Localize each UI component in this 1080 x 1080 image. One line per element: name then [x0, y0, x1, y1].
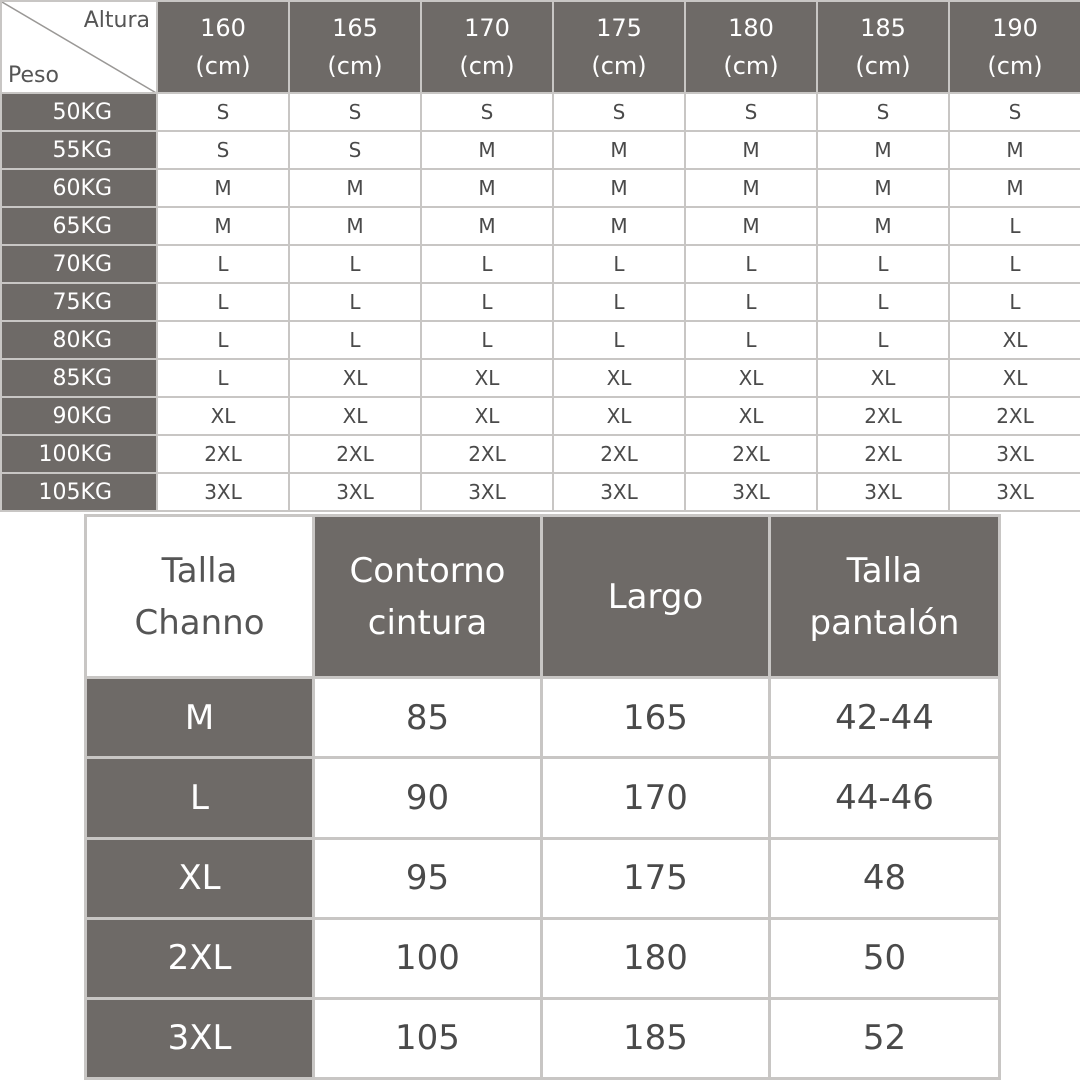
size-label: XL [86, 838, 314, 918]
pant-size-value: 42-44 [770, 678, 1000, 758]
size-cell: M [817, 207, 949, 245]
height-unit: (cm) [591, 52, 647, 80]
header-line: Talla [161, 550, 238, 591]
table-row [1, 169, 1080, 207]
size-cell: S [157, 93, 289, 131]
header-line: Largo [607, 576, 704, 617]
table-row [1, 207, 1080, 245]
waist-value: 105 [314, 998, 542, 1078]
height-header [817, 1, 949, 93]
size-cell: L [817, 321, 949, 359]
height-value: 175 [596, 14, 642, 42]
table-row [1, 93, 1080, 131]
table-row [1, 435, 1080, 473]
size-label: 3XL [86, 998, 314, 1078]
size-cell: M [817, 169, 949, 207]
height-header [421, 1, 553, 93]
weight-header: 100KG [1, 435, 157, 473]
size-cell: M [289, 207, 421, 245]
height-header [685, 1, 817, 93]
size-cell: L [949, 207, 1080, 245]
height-unit: (cm) [987, 52, 1043, 80]
size-cell: L [817, 245, 949, 283]
waist-value: 90 [314, 758, 542, 838]
weight-header: 50KG [1, 93, 157, 131]
waist-value: 85 [314, 678, 542, 758]
length-value: 170 [542, 758, 770, 838]
size-cell: L [157, 245, 289, 283]
size-label: 2XL [86, 918, 314, 998]
size-cell: L [949, 245, 1080, 283]
size-cell: XL [949, 359, 1080, 397]
length-value: 185 [542, 998, 770, 1078]
size-cell: M [685, 207, 817, 245]
table-row [1, 397, 1080, 435]
size-cell: L [553, 245, 685, 283]
height-unit: (cm) [855, 52, 911, 80]
size-cell: 2XL [553, 435, 685, 473]
size-label: M [86, 678, 314, 758]
height-unit: (cm) [327, 52, 383, 80]
size-cell: M [817, 131, 949, 169]
height-value: 190 [992, 14, 1038, 42]
size-cell: L [421, 245, 553, 283]
size-cell: L [949, 283, 1080, 321]
pant-size-value: 44-46 [770, 758, 1000, 838]
size-cell: XL [289, 359, 421, 397]
size-cell: L [553, 321, 685, 359]
height-value: 165 [332, 14, 378, 42]
header-line: Contorno [349, 550, 506, 591]
size-cell: M [553, 169, 685, 207]
height-header [553, 1, 685, 93]
size-cell: M [553, 131, 685, 169]
size-cell: M [289, 169, 421, 207]
measurements-header-row [86, 516, 1000, 678]
size-cell: XL [685, 359, 817, 397]
size-cell: L [289, 321, 421, 359]
table-row [86, 998, 1000, 1078]
measurements-table [84, 514, 1001, 1080]
size-cell: L [289, 283, 421, 321]
size-column-header [86, 516, 314, 678]
size-cell: 2XL [685, 435, 817, 473]
size-cell: XL [289, 397, 421, 435]
size-cell: L [289, 245, 421, 283]
size-cell: 3XL [553, 473, 685, 511]
size-cell: L [157, 321, 289, 359]
size-cell: XL [421, 359, 553, 397]
size-cell: S [553, 93, 685, 131]
height-header-row [1, 1, 1080, 93]
size-cell: 3XL [817, 473, 949, 511]
weight-header: 105KG [1, 473, 157, 511]
size-cell: 3XL [685, 473, 817, 511]
size-cell: M [157, 207, 289, 245]
height-axis-label: Altura [83, 8, 150, 33]
size-cell: 2XL [817, 397, 949, 435]
weight-header: 80KG [1, 321, 157, 359]
size-matrix-table [0, 0, 1080, 512]
height-value: 160 [200, 14, 246, 42]
size-cell: L [685, 283, 817, 321]
table-row [1, 321, 1080, 359]
length-value: 180 [542, 918, 770, 998]
size-label: L [86, 758, 314, 838]
size-cell: 3XL [421, 473, 553, 511]
header-line: cintura [367, 602, 488, 643]
size-cell: M [157, 169, 289, 207]
size-cell: M [421, 207, 553, 245]
weight-header: 90KG [1, 397, 157, 435]
table-row [86, 838, 1000, 918]
size-cell: 3XL [949, 473, 1080, 511]
table-row [1, 359, 1080, 397]
size-cell: XL [157, 397, 289, 435]
header-line: Talla [846, 550, 923, 591]
size-cell: M [685, 131, 817, 169]
size-cell: L [817, 283, 949, 321]
length-value: 175 [542, 838, 770, 918]
size-cell: M [553, 207, 685, 245]
size-cell: L [421, 321, 553, 359]
height-header [289, 1, 421, 93]
height-header [949, 1, 1080, 93]
size-cell: 3XL [949, 435, 1080, 473]
height-unit: (cm) [723, 52, 779, 80]
weight-header: 55KG [1, 131, 157, 169]
waist-value: 100 [314, 918, 542, 998]
weight-header: 65KG [1, 207, 157, 245]
height-unit: (cm) [195, 52, 251, 80]
size-cell: L [157, 283, 289, 321]
length-value: 165 [542, 678, 770, 758]
height-value: 185 [860, 14, 906, 42]
length-column-header [542, 516, 770, 678]
size-cell: M [949, 131, 1080, 169]
height-value: 170 [464, 14, 510, 42]
table-row [86, 918, 1000, 998]
size-cell: L [421, 283, 553, 321]
weight-axis-label: Peso [8, 63, 59, 88]
table-row [86, 758, 1000, 838]
size-cell: M [685, 169, 817, 207]
size-cell: XL [553, 359, 685, 397]
height-unit: (cm) [459, 52, 515, 80]
size-cell: 3XL [157, 473, 289, 511]
pant-size-value: 52 [770, 998, 1000, 1078]
size-cell: 2XL [949, 397, 1080, 435]
size-cell: XL [949, 321, 1080, 359]
size-cell: XL [421, 397, 553, 435]
pant-size-value: 48 [770, 838, 1000, 918]
table-row [1, 131, 1080, 169]
size-cell: XL [685, 397, 817, 435]
pant-size-column-header [770, 516, 1000, 678]
size-cell: 2XL [421, 435, 553, 473]
waist-column-header [314, 516, 542, 678]
size-cell: 2XL [289, 435, 421, 473]
table-row [86, 678, 1000, 758]
size-cell: S [421, 93, 553, 131]
table-row [1, 245, 1080, 283]
table-row [1, 283, 1080, 321]
size-cell: S [817, 93, 949, 131]
size-cell: M [949, 169, 1080, 207]
size-cell: S [289, 131, 421, 169]
size-cell: M [421, 169, 553, 207]
weight-header: 85KG [1, 359, 157, 397]
table-row [1, 473, 1080, 511]
size-cell: S [685, 93, 817, 131]
size-cell: L [157, 359, 289, 397]
size-cell: 3XL [289, 473, 421, 511]
header-line: pantalón [809, 602, 960, 643]
size-cell: M [421, 131, 553, 169]
size-cell: XL [553, 397, 685, 435]
size-cell: 2XL [817, 435, 949, 473]
size-cell: L [685, 245, 817, 283]
size-cell: 2XL [157, 435, 289, 473]
size-cell: L [553, 283, 685, 321]
height-value: 180 [728, 14, 774, 42]
size-cell: XL [817, 359, 949, 397]
weight-header: 60KG [1, 169, 157, 207]
weight-header: 70KG [1, 245, 157, 283]
height-header [157, 1, 289, 93]
size-cell: S [949, 93, 1080, 131]
waist-value: 95 [314, 838, 542, 918]
header-line: Channo [134, 602, 265, 643]
size-cell: S [157, 131, 289, 169]
size-cell: L [685, 321, 817, 359]
weight-header: 75KG [1, 283, 157, 321]
pant-size-value: 50 [770, 918, 1000, 998]
corner-cell [1, 1, 157, 93]
size-cell: S [289, 93, 421, 131]
